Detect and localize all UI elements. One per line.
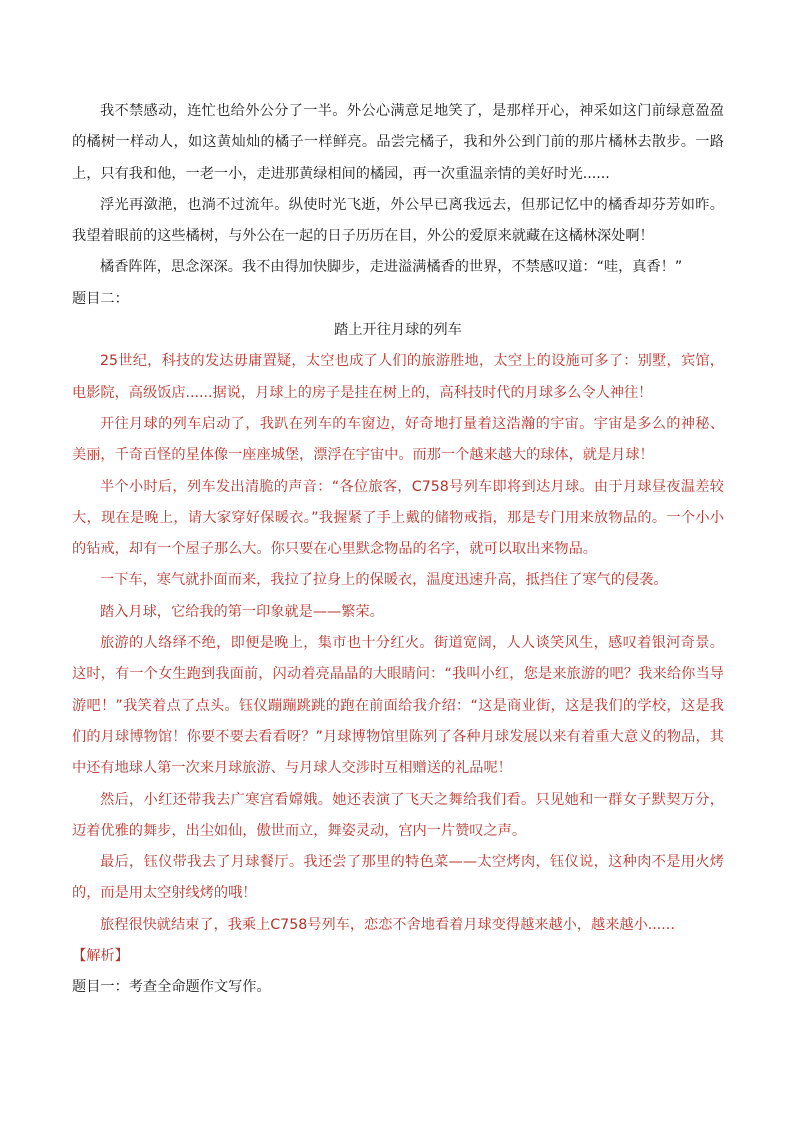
question2-label: 题目二：: [72, 290, 129, 307]
article2-paragraph: 旅程很快就结束了，我乘上C758号列车，恋恋不舍地看着月球变得越来越小，越来越小......: [100, 916, 675, 933]
document-page: [72, 96, 724, 1004]
article2-paragraph: 一下车，寒气就扑面而来，我拉了拉身上的保暖衣，温度迅速升高，抵挡住了寒气的侵袭。: [100, 572, 668, 589]
article1-paragraph: 浮光再潋滟，也淌不过流年。纵使时光飞逝，外公早已离我远去，但那记忆中的橘香却芬芳如昨。我望着眼前的这些橘树，与外公在一起的日子历历在目，外公的爱原来就藏在这橘林深处啊！: [72, 196, 724, 245]
train-code: C758: [411, 478, 449, 495]
article2-paragraph: 旅游的人络绎不绝，即便是晚上，集市也十分红火。街道宽阔，人人谈笑风生，感叹着银河奇景。这时，有一个女生跑到我面前，闪动着亮晶晶的大眼睛问：“我叫小红，您是来旅游的吧？我来给你当导游吧！”我笑着点了点头。钰仪蹦蹦跳跳的跑在前面给我介绍：“这是商业街，这是我们的学校，这是我们的月球博物馆！你要不要去看看呀？”月球博物馆里陈列了各种月球发展以来有着重大意义的物品，其中还有地球人第一次来月球旅游、与月球人交涉时互相赠送的礼品呢！: [72, 635, 724, 777]
train-code: C758: [270, 916, 308, 933]
article2-paragraph: 半个小时后，列车发出清脆的声音：“各位旅客，C758号列车即将到达月球。由于月球昼夜温差较大，现在是晚上，请大家穿好保暖衣。”我握紧了手上戴的储物戒指，那是专门用来放物品的。一个小小的钻戒，却有一个屋子那么大。你只要在心里默念物品的名字，就可以取出来物品。: [72, 478, 724, 558]
article2-paragraph: 25世纪，科技的发达毋庸置疑，太空也成了人们的旅游胜地，太空上的设施可多了：别墅，宾馆，电影院，高级饭店......据说，月球上的房子是挂在树上的，高科技时代的月球多么令人神往！: [72, 353, 724, 401]
article1-paragraph: 我不禁感动，连忙也给外公分了一半。外公心满意足地笑了，是那样开心，神采如这门前绿意盈盈的橘树一样动人，如这黄灿灿的橘子一样鲜亮。品尝完橘子，我和外公到门前的那片橘林去散步。一路上，只有我和他，一老一小，走进那黄绿相间的橘园，再一次重温亲情的美好时光......: [72, 103, 724, 182]
article2-paragraph: 最后，钰仪带我去了月球餐厅。我还尝了那里的特色菜——太空烤肉，钰仪说，这种肉不是用火烤的，而是用太空射线烤的哦！: [72, 854, 724, 902]
analysis-question1: 题目一：考查全命题作文写作。: [72, 979, 271, 996]
article2-paragraph: 然后，小红还带我去广寒宫看嫦娥。她还表演了飞天之舞给我们看。只见她和一群女子默契万分，迈着优雅的舞步，出尘如仙，傲世而立，舞姿灵动，宫内一片赞叹之声。: [72, 791, 724, 839]
year-number: 25: [100, 353, 119, 370]
analysis-label: 【解析】: [72, 948, 129, 965]
article2-paragraph: 踏入月球，它给我的第一印象就是——繁荣。: [100, 603, 384, 620]
article1-paragraph: 橘香阵阵，思念深深。我不由得加快脚步，走进溢满橘香的世界，不禁感叹道：“哇，真香！”: [100, 259, 683, 276]
article2-paragraph: 开往月球的列车启动了，我趴在列车的车窗边，好奇地打量着这浩瀚的宇宙。宇宙是多么的神秘、美丽，千奇百怪的星体像一座座城堡，漂浮在宇宙中。而那一个越来越大的球体，就是月球！: [72, 415, 724, 464]
article2-title: 踏上开往月球的列车: [334, 322, 462, 339]
